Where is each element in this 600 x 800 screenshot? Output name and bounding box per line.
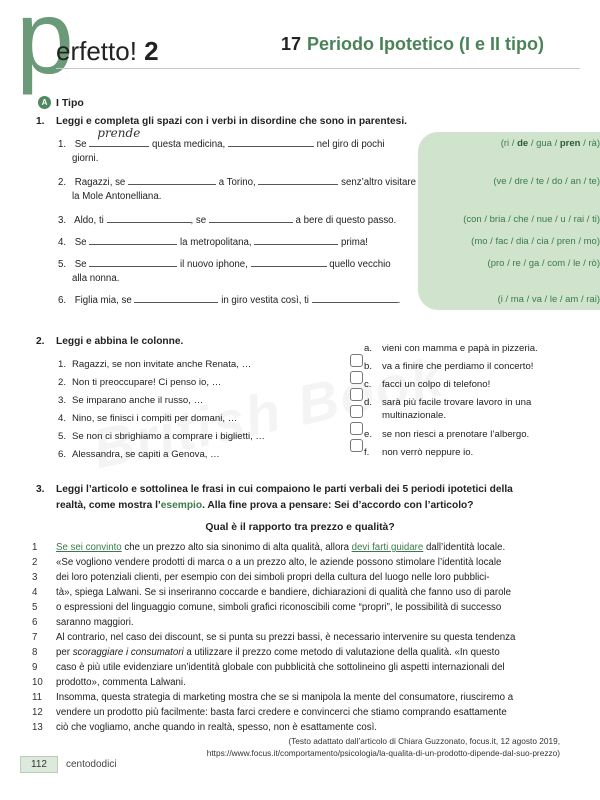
row-text: prima! [341,237,368,248]
article-line: 6 saranno maggiori. [32,617,134,628]
answer-box[interactable] [350,371,363,384]
row-text: la metropolitana, [179,237,252,248]
row-text: Se [74,237,87,248]
row-text: il nuovo iphone, [179,259,248,270]
answer-blank[interactable] [89,126,149,147]
answer-box[interactable] [350,388,363,401]
answer-blank[interactable] [128,176,216,185]
source-citation: (Testo adattato dall’articolo di Chiara Guzzonato, focus.it, 12 agosto 2019, [288,736,560,746]
example-link: esempio [160,500,203,511]
list-item: 1. Ragazzi, se non invitate anche Renata, … [58,359,252,370]
row-text: nel giro di pochi [316,139,385,150]
exercise-1-row [58,294,428,308]
row-text: Ragazzi, se [74,177,126,188]
row-text: giorni. [72,153,99,164]
list-item: 2. Non ti preoccupare! Ci penso io, … [58,377,222,388]
list-item: b. va a finire che perdiamo il concerto! [364,361,534,372]
answer-box[interactable] [350,439,363,452]
row-text: Se [74,139,87,150]
row-text: alla nonna. [72,273,120,284]
row-number: 6. [58,295,67,306]
brand-logo-text [56,36,159,67]
answer-blank[interactable] [251,258,327,267]
syllables-5: (pro / re / ga / com / le / rò) [487,258,600,269]
exercise-1-row [58,176,428,204]
article-line: 11 Insomma, questa strategia di marketing mostra che se si manipola la mente del consumatore, riusciremo a [32,692,514,703]
syllables-1: (ri / de / gua / pren / rà) [500,138,600,149]
row-number: 5. [58,259,67,270]
exercise-1-row [58,236,428,250]
row-text: questa medicina, [151,139,226,150]
syllables-4: (mo / fac / dia / cia / pren / mo) [471,236,600,247]
brand-name: erfetto! [56,36,137,66]
answer-box[interactable] [350,354,363,367]
answer-blank[interactable] [89,236,177,245]
exercise-2-number: 2. [36,336,45,347]
handwritten-answer: prende [97,126,141,140]
section-badge: A [38,96,51,109]
article-line: 12 vendere un prodotto più facilmente: basta farci credere e convincerci che stiamo comprando esattamente [32,707,507,718]
row-text: quello vecchio [329,259,391,270]
answer-blank[interactable] [209,214,293,223]
answer-blank[interactable] [228,138,314,147]
article-line: 9 caso è più utile evidenziare un’identità globale con pubblicità che sottolineino gli aspetti internazionali del [32,662,505,673]
exercise-1-row [58,258,428,286]
answer-blank[interactable] [89,258,177,267]
source-url: https://www.focus.it/comportamento/psicologia/la-qualita-di-un-prodotto-dipende-dal-suo-prezzo) [206,748,560,758]
row-number: 1. [58,139,67,150]
answer-blank[interactable] [134,294,218,303]
section-title: I Tipo [56,96,84,109]
list-item: 5. Se non ci sbrighiamo a comprare i biglietti, … [58,431,266,442]
brand-logo-p: p [16,0,74,96]
row-text: a Torino, [218,177,256,188]
brand-level: 2 [144,36,159,66]
list-item: 3. Se imparano anche il russo, … [58,395,204,406]
row-number: 4. [58,237,67,248]
article-line: 2 «Se vogliono vendere prodotti di marca o a un prezzo alto, le aziende possono stimolare l’identità locale [32,557,502,568]
article-line: 3 dei loro potenziali clienti, per esempio con dei simboli propri della cultura del luogo nelle loro pubblici- [32,572,490,583]
article-line: 8 per scoraggiare i consumatori a utilizzare il prezzo come metodo di valutazione della qualità. «In questo [32,647,500,658]
row-text: . [397,295,401,306]
exercise-1-row [58,126,428,166]
exercise-3-text: Leggi l’articolo e sottolinea le frasi in cui compaiono le parti verbali dei 5 periodi ipotetici della [56,484,513,495]
exercise-3-instruction [36,484,513,495]
row-text: in giro vestita così, ti [221,295,309,306]
article-line: 7 Al contrario, nel caso dei discount, se si punta su prezzi bassi, è necessario intervenire su questa tendenza [32,632,516,643]
list-item: 6. Alessandra, se capiti a Genova, … [58,449,220,460]
exercise-1-number: 1. [36,116,45,127]
unit-number: 17 [280,34,301,54]
row-text: , se [190,215,207,226]
answer-blank[interactable] [312,294,398,303]
page-number: 112 [20,756,58,773]
exercise-3-instruction-cont: realtà, come mostra l’esempio. Alla fine prova a pensare: Sei d’accordo con l’articolo? [56,500,474,511]
article-line: 4 tà», spiega Lalwani. Se si inseriranno coccarde e bandiere, dichiarazioni di qualità che fanno uso di parole [32,587,512,598]
syllables-2: (ve / dre / te / do / an / te) [493,176,600,187]
list-item: 4. Nino, se finisci i compiti per domani, … [58,413,238,424]
row-text: Figlia mia, se [74,295,132,306]
list-item: a. vieni con mamma e papà in pizzeria. [364,343,538,354]
list-item: c. facci un colpo di telefono! [364,379,491,390]
row-number: 3. [58,215,67,226]
answer-blank[interactable] [107,214,191,223]
list-item: d. sarà più facile trovare lavoro in una multinazionale. [364,397,532,421]
exercise-1-text: Leggi e completa gli spazi con i verbi in disordine che sono in parentesi. [56,116,407,127]
answer-box[interactable] [350,405,363,418]
header-divider [56,68,580,69]
row-text: Se [74,259,87,270]
article-line: 1 Se sei convinto che un prezzo alto sia sinonimo di alta qualità, allora devi farti guidare dall’identità locale. [32,542,506,553]
row-number: 2. [58,177,67,188]
section-heading [38,96,84,109]
article-line: 5 o espressioni del linguaggio comune, simboli grafici riconoscibili come “propri”, le possibilità di successo [32,602,502,613]
syllables-3: (con / bria / che / nue / u / rai / ti) [463,214,600,225]
row-text: a bere di questo passo. [295,215,397,226]
article-line: 13 ciò che vogliamo, anche quando in realtà, spesso, non è esattamente così. [32,722,377,733]
answer-box[interactable] [350,422,363,435]
exercise-3-number: 3. [36,484,45,495]
exercise-2-text: Leggi e abbina le colonne. [56,336,184,347]
page-number-words: centododici [65,759,117,770]
exercise-1-row [58,214,428,228]
answer-blank[interactable] [254,236,338,245]
exercise-1 [58,126,600,312]
article-title: Qual è il rapporto tra prezzo e qualità? [205,522,395,533]
exercise-1-instruction [36,116,407,127]
list-item: e. se non riesci a prenotare l’albergo. [364,429,530,440]
page-footer [20,756,117,773]
article-line: 10 prodotto», commenta Lalwani. [32,677,186,688]
syllables-6: (i / ma / va / le / am / rai) [497,294,600,305]
answer-blank[interactable] [258,176,338,185]
exercise-2-instruction [36,336,183,347]
row-text: senz’altro visitare [341,177,416,188]
page-title [281,34,544,55]
unit-title-text: Periodo Ipotetico (I e II tipo) [307,34,544,54]
row-text: Aldo, ti [74,215,104,226]
row-text: la Mole Antonelliana. [72,191,162,202]
list-item: f. non verrò neppure io. [364,447,474,458]
